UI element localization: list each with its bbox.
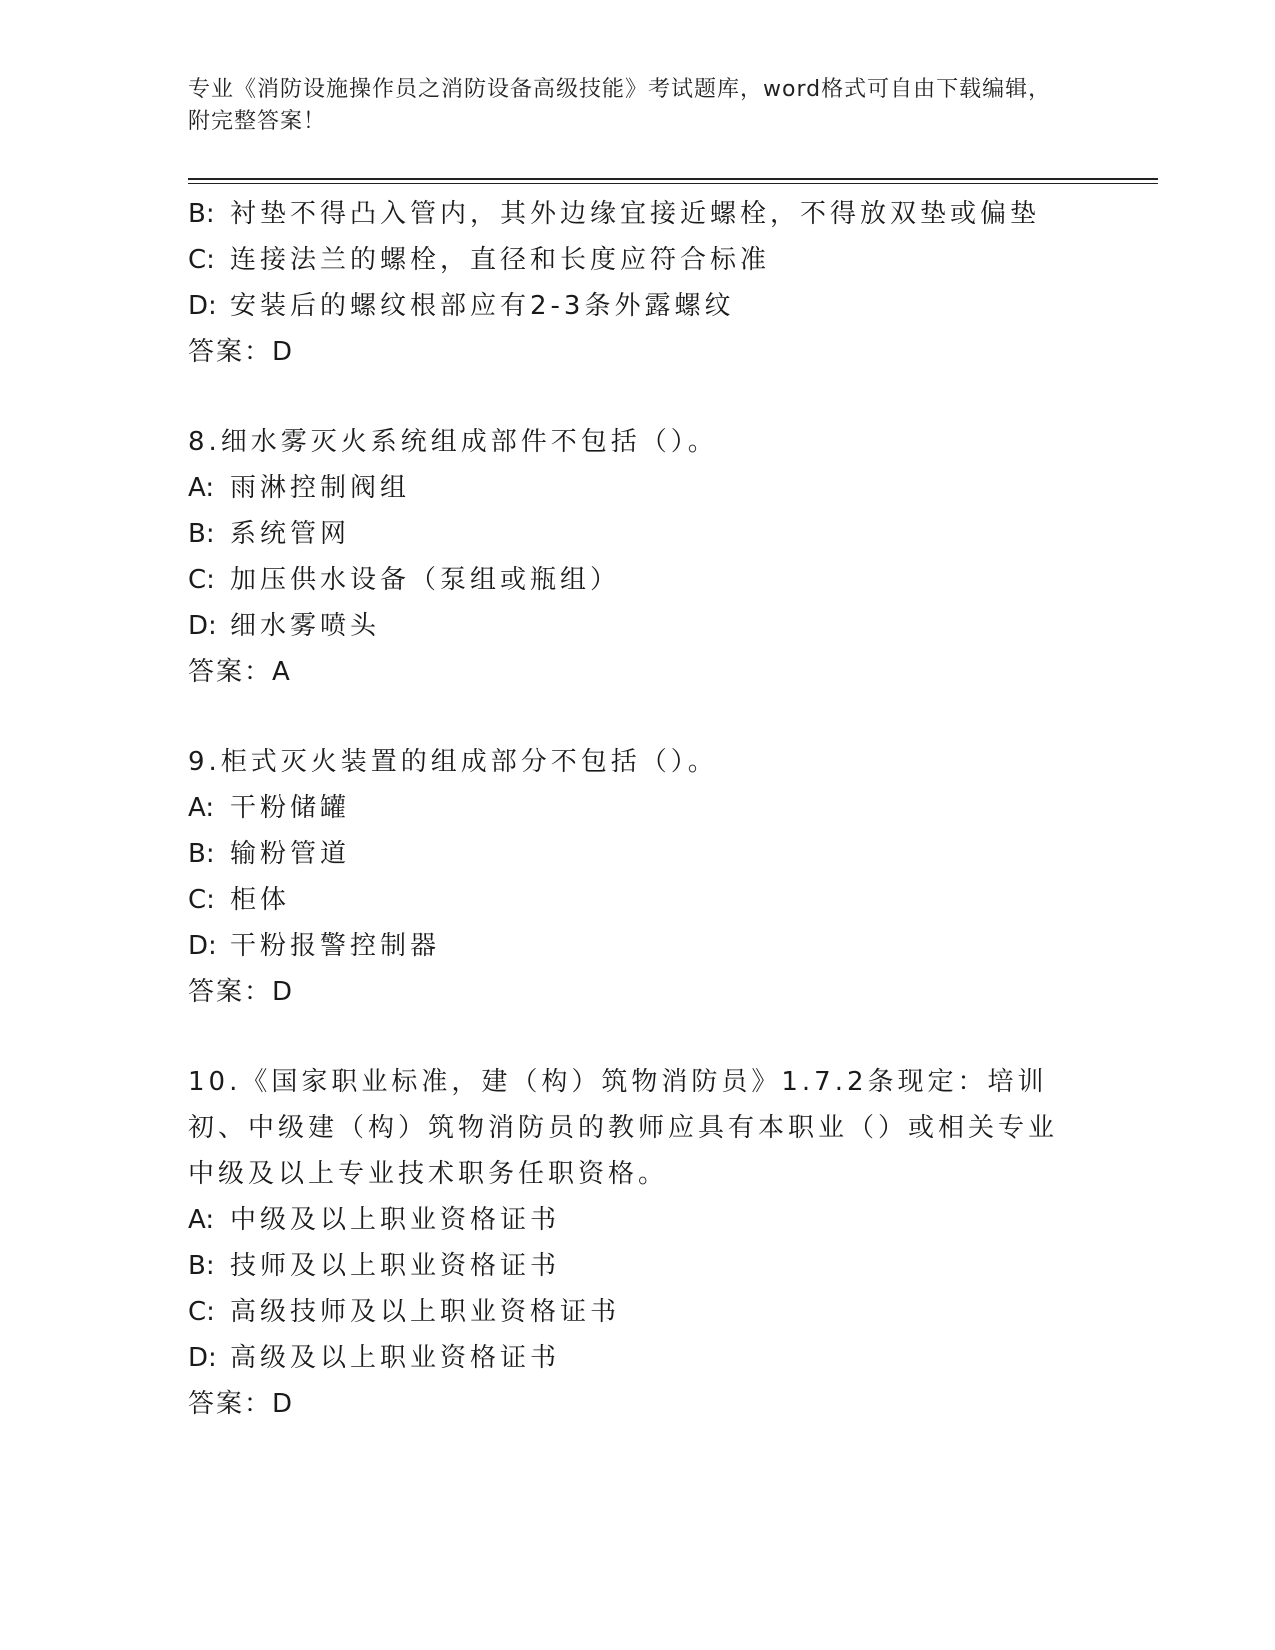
question-8 — [188, 419, 1088, 695]
option-b: B: 系统管网 — [188, 519, 351, 549]
question-9 — [188, 739, 1088, 1015]
answer-line: 答案：D — [188, 977, 295, 1007]
option-d: D: 细水雾喷头 — [188, 611, 381, 641]
answer-line: 答案：A — [188, 657, 292, 687]
option-a: A: 干粉储罐 — [188, 793, 351, 823]
question-10 — [188, 1059, 1088, 1427]
option-b: B: 输粉管道 — [188, 839, 351, 869]
option-b: B: 技师及以上职业资格证书 — [188, 1251, 561, 1281]
option-a: A: 中级及以上职业资格证书 — [188, 1205, 561, 1235]
option-c: C: 高级技师及以上职业资格证书 — [188, 1297, 621, 1327]
option-b: B: 衬垫不得凸入管内，其外边缘宜接近螺栓，不得放双垫或偏垫 — [188, 199, 1041, 229]
question-stem: 10.《国家职业标准，建（构）筑物消防员》1.7.2条现定：培训初、中级建（构）筑物消防员的教师应具有本职业（）或相关专业中级及以上专业技术职务任职资格。 — [188, 1067, 1059, 1189]
answer-line: 答案：D — [188, 337, 295, 367]
question-stem: 8.细水雾灭火系统组成部件不包括（）。 — [188, 427, 718, 457]
question-stem: 9.柜式灭火装置的组成部分不包括（）。 — [188, 747, 718, 777]
option-c: C: 加压供水设备（泵组或瓶组） — [188, 565, 621, 595]
option-d: D: 干粉报警控制器 — [188, 931, 441, 961]
document-header: 专业《消防设施操作员之消防设备高级技能》考试题库，word格式可自由下载编辑，附完整答案！ — [188, 77, 1052, 134]
option-d: D: 高级及以上职业资格证书 — [188, 1343, 561, 1373]
option-a: A: 雨淋控制阀组 — [188, 473, 411, 503]
question-7-continuation — [188, 191, 1088, 375]
option-c: C: 连接法兰的螺栓，直径和长度应符合标准 — [188, 245, 771, 275]
option-c: C: 柜体 — [188, 885, 291, 915]
answer-line: 答案：D — [188, 1389, 295, 1419]
option-d: D: 安装后的螺纹根部应有2-3条外露螺纹 — [188, 291, 735, 321]
header-divider-thin — [188, 183, 1158, 184]
question-list — [188, 191, 1088, 1471]
header-divider-thick — [188, 178, 1158, 180]
